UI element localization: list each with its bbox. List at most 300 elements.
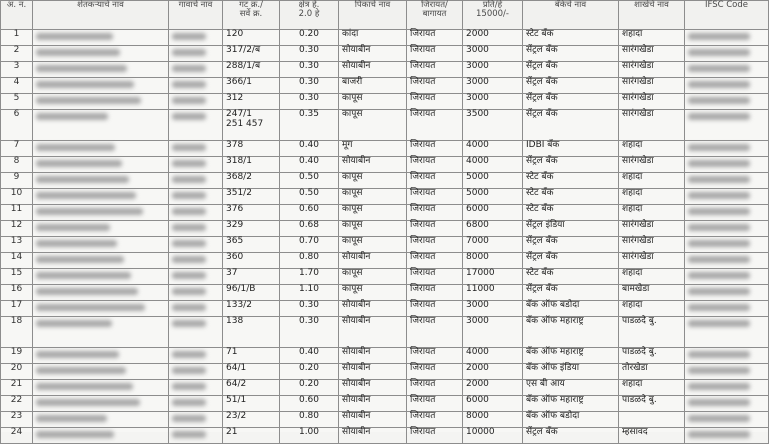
- crop-cell: सोयाबीन: [339, 412, 407, 428]
- column-header: गावाचे नाव: [169, 1, 223, 30]
- table-body: [1, 30, 769, 444]
- amount-cell: 3000: [463, 78, 523, 94]
- redacted-text: [36, 431, 114, 438]
- farmer-name-cell: [33, 237, 169, 253]
- redacted-text: [688, 399, 750, 406]
- area-cell: 0.50: [280, 173, 339, 189]
- serial-cell: 7: [1, 141, 33, 157]
- area-cell: 0.80: [280, 412, 339, 428]
- gat-number-cell: 351/2: [223, 189, 280, 205]
- area-cell: 0.50: [280, 189, 339, 205]
- area-cell: 0.30: [280, 46, 339, 62]
- ifsc-cell: [685, 396, 769, 412]
- gat-number-cell: 96/1/B: [223, 285, 280, 301]
- redacted-text: [172, 240, 206, 247]
- farmer-name-cell: [33, 205, 169, 221]
- gat-number-cell: 360: [223, 253, 280, 269]
- ifsc-cell: [685, 205, 769, 221]
- header-row: [1, 1, 769, 30]
- redacted-text: [36, 144, 115, 151]
- farmer-name-cell: [33, 285, 169, 301]
- irrigation-type-cell: जिरायत: [407, 110, 463, 141]
- crop-cell: कांदा: [339, 30, 407, 46]
- amount-cell: 7000: [463, 237, 523, 253]
- area-cell: 0.30: [280, 317, 339, 348]
- irrigation-type-cell: जिरायत: [407, 364, 463, 380]
- irrigation-type-cell: जिरायत: [407, 46, 463, 62]
- crop-cell: सोयाबीन: [339, 396, 407, 412]
- irrigation-type-cell: जिरायत: [407, 348, 463, 364]
- column-header: बँकेचे नाव: [523, 1, 619, 30]
- serial-cell: 12: [1, 221, 33, 237]
- area-cell: 0.20: [280, 380, 339, 396]
- gat-number-cell: 288/1/ब: [223, 62, 280, 78]
- serial-cell: 14: [1, 253, 33, 269]
- serial-cell: 5: [1, 94, 33, 110]
- serial-cell: 20: [1, 364, 33, 380]
- irrigation-type-cell: जिरायत: [407, 78, 463, 94]
- redacted-text: [688, 383, 750, 390]
- amount-cell: 2000: [463, 380, 523, 396]
- redacted-text: [172, 399, 206, 406]
- farmer-name-cell: [33, 253, 169, 269]
- redacted-text: [172, 176, 206, 183]
- amount-cell: 8000: [463, 253, 523, 269]
- area-cell: 0.60: [280, 396, 339, 412]
- village-cell: [169, 46, 223, 62]
- serial-cell: 17: [1, 301, 33, 317]
- column-header: IFSC Code: [685, 1, 769, 30]
- ifsc-cell: [685, 110, 769, 141]
- gat-number-cell: 64/2: [223, 380, 280, 396]
- redacted-text: [36, 288, 138, 295]
- farmer-name-cell: [33, 94, 169, 110]
- amount-cell: 8000: [463, 412, 523, 428]
- serial-cell: 8: [1, 157, 33, 173]
- redacted-text: [172, 144, 206, 151]
- bank-cell: बँक ऑफ महाराष्ट्र: [523, 396, 619, 412]
- ifsc-cell: [685, 380, 769, 396]
- bank-cell: सेंट्रल बँक: [523, 157, 619, 173]
- area-cell: 0.40: [280, 141, 339, 157]
- amount-cell: 5000: [463, 173, 523, 189]
- farmer-name-cell: [33, 189, 169, 205]
- village-cell: [169, 62, 223, 78]
- serial-cell: 24: [1, 428, 33, 444]
- village-cell: [169, 301, 223, 317]
- serial-cell: 3: [1, 62, 33, 78]
- redacted-text: [688, 351, 750, 358]
- table-header: [1, 1, 769, 30]
- redacted-text: [36, 113, 108, 120]
- bank-cell: सेंट्रल इंडिया: [523, 221, 619, 237]
- crop-cell: कापूस: [339, 110, 407, 141]
- bank-cell: स्टेट बँक: [523, 173, 619, 189]
- redacted-text: [172, 256, 206, 263]
- redacted-text: [688, 415, 750, 422]
- bank-cell: स्टेट बँक: [523, 189, 619, 205]
- table-row: [1, 205, 769, 221]
- bank-cell: बँक ऑफ बडोदा: [523, 412, 619, 428]
- bank-cell: सेंट्रल बँक: [523, 285, 619, 301]
- bank-cell: सेंट्रल बँक: [523, 237, 619, 253]
- redacted-text: [688, 240, 750, 247]
- redacted-text: [688, 160, 750, 167]
- serial-cell: 1: [1, 30, 33, 46]
- village-cell: [169, 348, 223, 364]
- amount-cell: 11000: [463, 285, 523, 301]
- table-row: [1, 380, 769, 396]
- redacted-text: [36, 415, 107, 422]
- village-cell: [169, 269, 223, 285]
- area-cell: 0.35: [280, 110, 339, 141]
- redacted-text: [172, 383, 206, 390]
- table-row: [1, 157, 769, 173]
- redacted-text: [36, 160, 122, 167]
- branch-cell: सारंगखेडा: [619, 78, 685, 94]
- redacted-text: [172, 192, 206, 199]
- branch-cell: म्हसावद: [619, 428, 685, 444]
- area-cell: 0.30: [280, 94, 339, 110]
- farmer-name-cell: [33, 46, 169, 62]
- redacted-text: [36, 304, 145, 311]
- gat-number-cell: 329: [223, 221, 280, 237]
- crop-cell: कापूस: [339, 173, 407, 189]
- bank-cell: सेंट्रल बँक: [523, 110, 619, 141]
- bank-cell: बँक ऑफ महाराष्ट्र: [523, 317, 619, 348]
- irrigation-type-cell: जिरायत: [407, 253, 463, 269]
- serial-cell: 11: [1, 205, 33, 221]
- redacted-text: [688, 81, 750, 88]
- irrigation-type-cell: जिरायत: [407, 173, 463, 189]
- bank-cell: बँक ऑफ बडोदा: [523, 301, 619, 317]
- farmer-name-cell: [33, 78, 169, 94]
- branch-cell: [619, 412, 685, 428]
- farmer-name-cell: [33, 110, 169, 141]
- area-cell: 0.40: [280, 157, 339, 173]
- village-cell: [169, 221, 223, 237]
- area-cell: 0.20: [280, 364, 339, 380]
- farmer-name-cell: [33, 173, 169, 189]
- area-cell: 1.70: [280, 269, 339, 285]
- gat-number-cell: 133/2: [223, 301, 280, 317]
- redacted-text: [36, 367, 126, 374]
- village-cell: [169, 157, 223, 173]
- redacted-text: [172, 208, 206, 215]
- column-header: गट क्र./ सर्वे क्र.: [223, 1, 280, 30]
- ifsc-cell: [685, 173, 769, 189]
- irrigation-type-cell: जिरायत: [407, 301, 463, 317]
- branch-cell: शहादा: [619, 30, 685, 46]
- table-row: [1, 221, 769, 237]
- redacted-text: [172, 160, 206, 167]
- redacted-text: [688, 256, 750, 263]
- bank-cell: स्टेट बँक: [523, 205, 619, 221]
- amount-cell: 2000: [463, 364, 523, 380]
- farmer-name-cell: [33, 412, 169, 428]
- redacted-text: [36, 97, 141, 104]
- ifsc-cell: [685, 78, 769, 94]
- farmer-name-cell: [33, 364, 169, 380]
- gat-number-cell: 71: [223, 348, 280, 364]
- area-cell: 0.20: [280, 30, 339, 46]
- redacted-text: [688, 320, 750, 327]
- village-cell: [169, 189, 223, 205]
- crop-cell: बाजरी: [339, 78, 407, 94]
- farmer-name-cell: [33, 221, 169, 237]
- farmer-name-cell: [33, 301, 169, 317]
- redacted-text: [172, 65, 206, 72]
- crop-cell: सोयाबीन: [339, 157, 407, 173]
- village-cell: [169, 317, 223, 348]
- ifsc-cell: [685, 221, 769, 237]
- crop-cell: सोयाबीन: [339, 317, 407, 348]
- ifsc-cell: [685, 364, 769, 380]
- ifsc-cell: [685, 141, 769, 157]
- redacted-text: [688, 65, 750, 72]
- gat-number-cell: 64/1: [223, 364, 280, 380]
- village-cell: [169, 173, 223, 189]
- area-cell: 0.30: [280, 78, 339, 94]
- branch-cell: सारंगखेडा: [619, 253, 685, 269]
- amount-cell: 3000: [463, 94, 523, 110]
- table-row: [1, 348, 769, 364]
- bank-cell: सेंट्रल बँक: [523, 94, 619, 110]
- village-cell: [169, 412, 223, 428]
- branch-cell: शहादा: [619, 301, 685, 317]
- table-row: [1, 110, 769, 141]
- amount-cell: 6000: [463, 396, 523, 412]
- redacted-text: [36, 224, 110, 231]
- serial-cell: 9: [1, 173, 33, 189]
- redacted-text: [688, 192, 750, 199]
- redacted-text: [172, 33, 206, 40]
- farmer-name-cell: [33, 269, 169, 285]
- column-header: जिरायत/ बागायत: [407, 1, 463, 30]
- amount-cell: 2000: [463, 30, 523, 46]
- gat-number-cell: 378: [223, 141, 280, 157]
- bank-cell: स्टेट बँक: [523, 269, 619, 285]
- farmer-name-cell: [33, 62, 169, 78]
- table-row: [1, 301, 769, 317]
- branch-cell: पाडळदे बु.: [619, 348, 685, 364]
- village-cell: [169, 428, 223, 444]
- table-row: [1, 141, 769, 157]
- gat-number-cell: 247/1 251 457: [223, 110, 280, 141]
- farmer-name-cell: [33, 380, 169, 396]
- bank-cell: सेंट्रल बँक: [523, 253, 619, 269]
- redacted-text: [36, 383, 133, 390]
- crop-cell: सोयाबीन: [339, 428, 407, 444]
- area-cell: 1.00: [280, 428, 339, 444]
- serial-cell: 6: [1, 110, 33, 141]
- serial-cell: 13: [1, 237, 33, 253]
- redacted-text: [688, 176, 750, 183]
- crop-cell: सोयाबीन: [339, 348, 407, 364]
- ifsc-cell: [685, 46, 769, 62]
- redacted-text: [36, 176, 129, 183]
- crop-cell: कापूस: [339, 237, 407, 253]
- serial-cell: 10: [1, 189, 33, 205]
- table-row: [1, 396, 769, 412]
- serial-cell: 23: [1, 412, 33, 428]
- redacted-text: [172, 97, 206, 104]
- redacted-text: [172, 320, 206, 327]
- table-row: [1, 428, 769, 444]
- branch-cell: पाडळदे बु.: [619, 317, 685, 348]
- farmer-name-cell: [33, 317, 169, 348]
- redacted-text: [688, 431, 750, 438]
- table-row: [1, 285, 769, 301]
- irrigation-type-cell: जिरायत: [407, 380, 463, 396]
- crop-cell: मूग: [339, 141, 407, 157]
- ifsc-cell: [685, 301, 769, 317]
- farmer-name-cell: [33, 30, 169, 46]
- branch-cell: शहादा: [619, 380, 685, 396]
- ifsc-cell: [685, 189, 769, 205]
- table-row: [1, 189, 769, 205]
- farmer-name-cell: [33, 396, 169, 412]
- serial-cell: 21: [1, 380, 33, 396]
- area-cell: 0.40: [280, 348, 339, 364]
- village-cell: [169, 237, 223, 253]
- ifsc-cell: [685, 348, 769, 364]
- table-row: [1, 237, 769, 253]
- irrigation-type-cell: जिरायत: [407, 30, 463, 46]
- gat-number-cell: 365: [223, 237, 280, 253]
- crop-cell: कापूस: [339, 285, 407, 301]
- redacted-text: [36, 208, 143, 215]
- redacted-text: [172, 81, 206, 88]
- column-header: प्रति/हे 15000/-: [463, 1, 523, 30]
- irrigation-type-cell: जिरायत: [407, 269, 463, 285]
- branch-cell: शहादा: [619, 173, 685, 189]
- area-cell: 0.70: [280, 237, 339, 253]
- redacted-text: [172, 113, 206, 120]
- redacted-text: [36, 81, 134, 88]
- village-cell: [169, 396, 223, 412]
- amount-cell: 10000: [463, 428, 523, 444]
- branch-cell: सारंगखेडा: [619, 110, 685, 141]
- branch-cell: शहादा: [619, 205, 685, 221]
- redacted-text: [688, 288, 750, 295]
- village-cell: [169, 110, 223, 141]
- redacted-text: [688, 97, 750, 104]
- ifsc-cell: [685, 237, 769, 253]
- crop-cell: कापूस: [339, 221, 407, 237]
- amount-cell: 4000: [463, 141, 523, 157]
- redacted-text: [36, 272, 131, 279]
- ifsc-cell: [685, 317, 769, 348]
- serial-cell: 16: [1, 285, 33, 301]
- column-header: अ. न.: [1, 1, 33, 30]
- irrigation-type-cell: जिरायत: [407, 221, 463, 237]
- ifsc-cell: [685, 253, 769, 269]
- serial-cell: 4: [1, 78, 33, 94]
- serial-cell: 19: [1, 348, 33, 364]
- crop-cell: सोयाबीन: [339, 364, 407, 380]
- bank-cell: सेंट्रल बँक: [523, 62, 619, 78]
- amount-cell: 4000: [463, 348, 523, 364]
- farmer-name-cell: [33, 428, 169, 444]
- gat-number-cell: 138: [223, 317, 280, 348]
- irrigation-type-cell: जिरायत: [407, 94, 463, 110]
- branch-cell: शहादा: [619, 269, 685, 285]
- amount-cell: 4000: [463, 157, 523, 173]
- village-cell: [169, 30, 223, 46]
- table-row: [1, 269, 769, 285]
- irrigation-type-cell: जिरायत: [407, 412, 463, 428]
- bank-cell: सेंट्रल बँक: [523, 46, 619, 62]
- amount-cell: 17000: [463, 269, 523, 285]
- area-cell: 0.30: [280, 62, 339, 78]
- serial-cell: 15: [1, 269, 33, 285]
- bank-cell: बँक ऑफ महाराष्ट्र: [523, 348, 619, 364]
- gat-number-cell: 312: [223, 94, 280, 110]
- ifsc-cell: [685, 428, 769, 444]
- bank-cell: बँक ऑफ इंडिया: [523, 364, 619, 380]
- area-cell: 0.30: [280, 301, 339, 317]
- ifsc-cell: [685, 62, 769, 78]
- redacted-text: [172, 49, 206, 56]
- table-row: [1, 253, 769, 269]
- redacted-text: [688, 304, 750, 311]
- column-header: क्षेत्र हे. 2.0 हे: [280, 1, 339, 30]
- redacted-text: [36, 65, 127, 72]
- village-cell: [169, 285, 223, 301]
- redacted-text: [36, 320, 112, 327]
- redacted-text: [688, 49, 750, 56]
- table-row: [1, 62, 769, 78]
- serial-cell: 18: [1, 317, 33, 348]
- branch-cell: सारंगखेडा: [619, 221, 685, 237]
- irrigation-type-cell: जिरायत: [407, 189, 463, 205]
- serial-cell: 2: [1, 46, 33, 62]
- crop-cell: कापूस: [339, 205, 407, 221]
- amount-cell: 3000: [463, 46, 523, 62]
- crop-cell: कापूस: [339, 269, 407, 285]
- redacted-text: [172, 304, 206, 311]
- village-cell: [169, 380, 223, 396]
- irrigation-type-cell: जिरायत: [407, 62, 463, 78]
- village-cell: [169, 364, 223, 380]
- amount-cell: 6800: [463, 221, 523, 237]
- branch-cell: बामखेडा: [619, 285, 685, 301]
- gat-number-cell: 21: [223, 428, 280, 444]
- crop-cell: सोयाबीन: [339, 46, 407, 62]
- ifsc-cell: [685, 285, 769, 301]
- gat-number-cell: 51/1: [223, 396, 280, 412]
- gat-number-cell: 368/2: [223, 173, 280, 189]
- table-row: [1, 364, 769, 380]
- table-row: [1, 94, 769, 110]
- bank-cell: IDBI बँक: [523, 141, 619, 157]
- redacted-text: [36, 399, 140, 406]
- irrigation-type-cell: जिरायत: [407, 205, 463, 221]
- irrigation-type-cell: जिरायत: [407, 157, 463, 173]
- amount-cell: 3000: [463, 317, 523, 348]
- redacted-text: [36, 49, 120, 56]
- table-row: [1, 412, 769, 428]
- gat-number-cell: 37: [223, 269, 280, 285]
- gat-number-cell: 317/2/ब: [223, 46, 280, 62]
- village-cell: [169, 253, 223, 269]
- branch-cell: शहादा: [619, 141, 685, 157]
- redacted-text: [172, 224, 206, 231]
- redacted-text: [688, 144, 750, 151]
- irrigation-type-cell: जिरायत: [407, 285, 463, 301]
- table-row: [1, 78, 769, 94]
